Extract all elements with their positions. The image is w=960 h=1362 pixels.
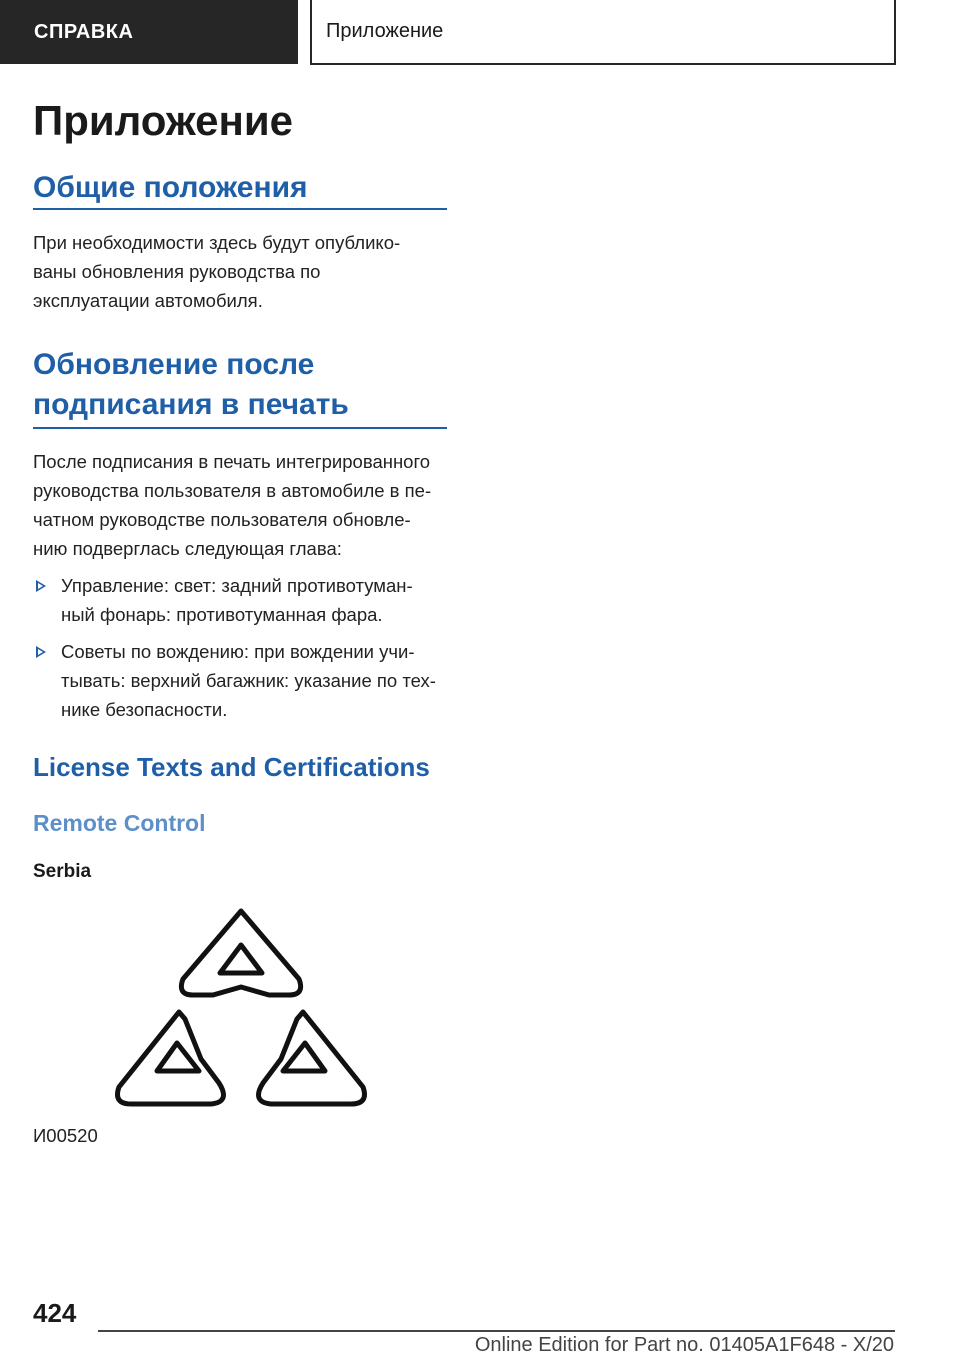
list-item <box>33 637 447 724</box>
triangle-bullet-icon <box>36 646 46 658</box>
certification-mark <box>111 907 371 1117</box>
license-heading: License Texts and Certifications <box>33 752 430 783</box>
update-text: После подписания в печать интегрированного руководства пользователя в автомобиле в пе- чатном руководстве пользователя обновле- нию подверглась следующая глава: <box>33 451 432 560</box>
section-tab <box>0 0 298 64</box>
page-number: 424 <box>33 1298 77 1328</box>
country-heading: Serbia <box>33 861 92 883</box>
remote-control-heading: Remote Control <box>33 809 206 836</box>
chapter-tab-label: Приложение <box>326 20 444 42</box>
footer-edition: Online Edition for Part no. 01405A1F648 - X/20 <box>474 1334 894 1356</box>
list-item-text: Советы по вождению: при вождении учи- тывать: верхний багажник: указание по тех- нике безопасности. <box>61 641 436 721</box>
list-item <box>33 571 447 629</box>
general-heading: Общие положения <box>33 170 447 210</box>
triangle-bullet-icon <box>36 580 46 592</box>
figure-caption: И00520 <box>33 1125 98 1147</box>
page-title: Приложение <box>33 97 294 144</box>
update-heading: Обновление после подписания в печать <box>33 345 447 429</box>
general-text: При необходимости здесь будут опублико- ваны обновления руководства по эксплуатации автомобиля. <box>33 232 401 312</box>
certification-triangles-icon <box>111 907 371 1117</box>
section-tab-label: СПРАВКА <box>34 20 134 43</box>
update-list <box>33 571 447 724</box>
main-content <box>33 96 447 1147</box>
chapter-tab <box>310 0 896 65</box>
list-item-text: Управление: свет: задний противотуман- ный фонарь: противотуманная фара. <box>61 575 413 626</box>
footer-divider <box>98 1330 895 1332</box>
